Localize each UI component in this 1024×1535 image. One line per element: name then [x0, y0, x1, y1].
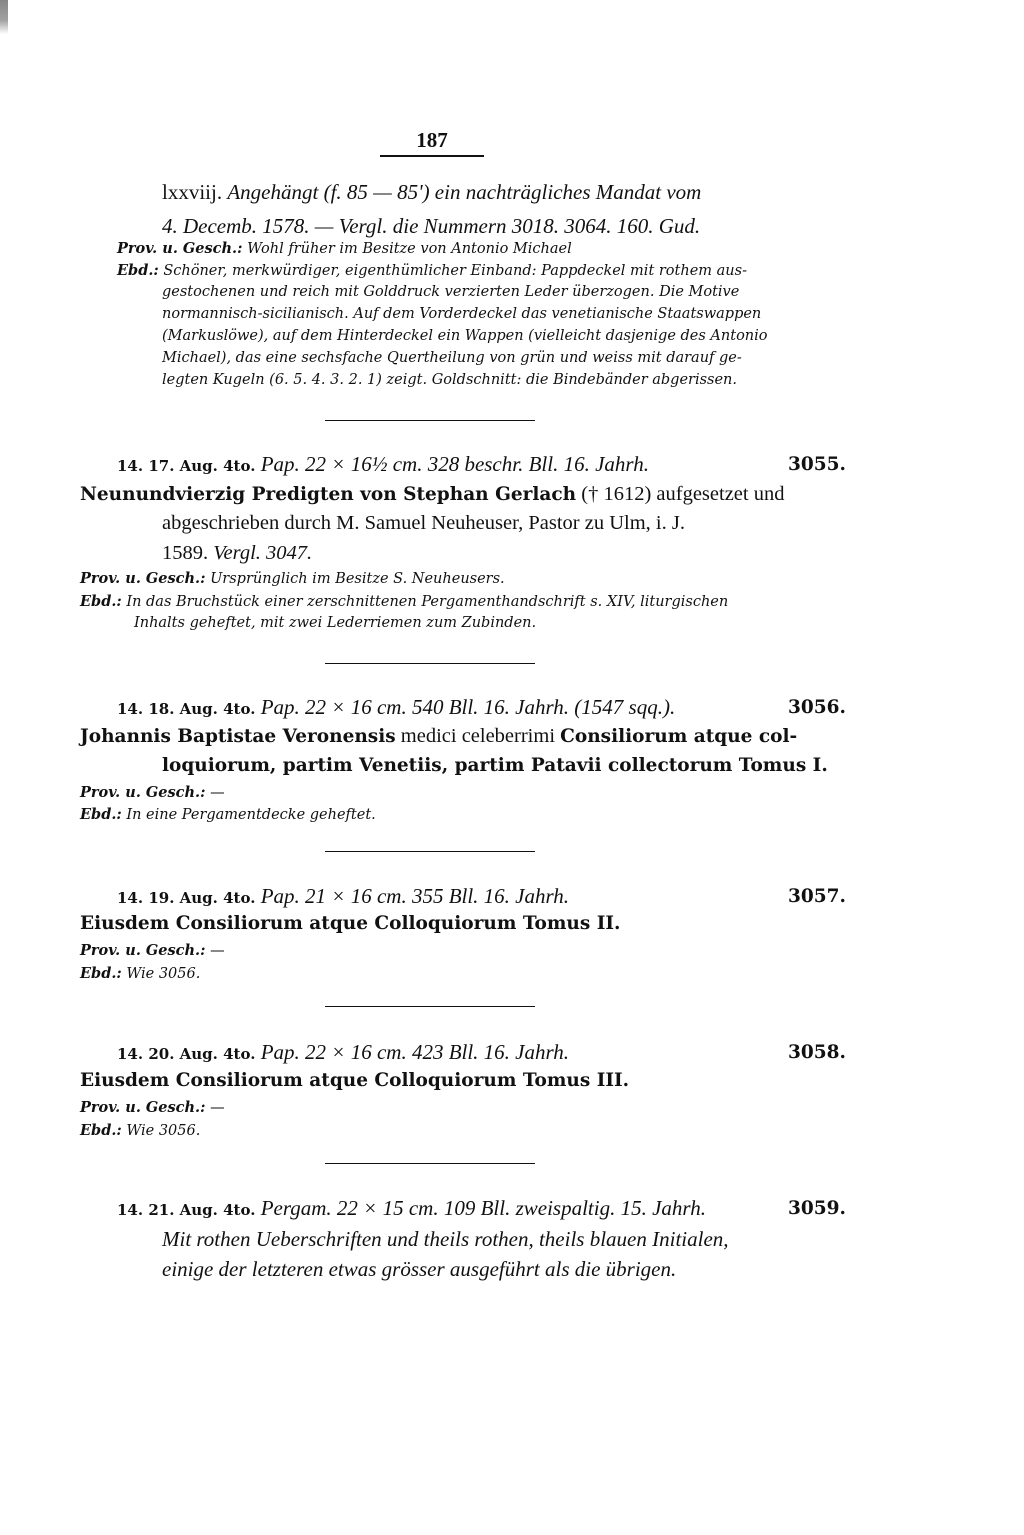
ebd-text: Schöner, merkwürdiger, eigenthümlicher Einband: Pappdeckel mit rothem aus- — [163, 263, 747, 279]
physical-description: Pap. 22 × 16½ cm. 328 beschr. Bll. 16. Jahrh. — [260, 452, 649, 476]
entry-number: 3055. — [788, 454, 846, 475]
entry-3058-provenance: Prov. u. Gesch.: — — [80, 1099, 225, 1116]
section-divider — [325, 1006, 535, 1007]
entry-number: 3057. — [788, 886, 846, 907]
entry-3058-header: 14. 20. Aug. 4to. Pap. 22 × 16 cm. 423 Bll. 16. Jahrh. — [117, 1040, 570, 1064]
entry-3056-header: 14. 18. Aug. 4to. Pap. 22 × 16 cm. 540 Bll. 16. Jahrh. (1547 sqq.). — [117, 695, 676, 719]
entry-3056-provenance: Prov. u. Gesch.: — — [80, 784, 225, 801]
fragment-line-2: 4. Decemb. 1578. — Vergl. die Nummern 3018. 3064. 160. Gud. — [162, 214, 701, 238]
entry-3055-title-line-1: Neunundvierzig Predigten von Stephan Gerlach († 1612) aufgesetzet und — [80, 483, 785, 505]
entry-3059-desc-line-1: Mit rothen Ueberschriften und theils rothen, theils blauen Initialen, — [162, 1227, 729, 1251]
scan-corner-mark — [0, 0, 8, 34]
entry-3058-title: Eiusdem Consiliorum atque Colloquiorum Tomus III. — [80, 1070, 630, 1091]
entry-number: 3058. — [788, 1042, 846, 1063]
fragment-binding-line-5: Michael), das eine sechsfache Quertheilung von grün und weiss mit darauf ge- — [162, 350, 742, 366]
entry-3056-title-line-1: Johannis Baptistae Veronensis medici celeberrimi Consiliorum atque col- — [80, 725, 798, 747]
fragment-binding-line-1 — [117, 262, 747, 279]
entry-3055-title-line-3: 1589. Vergl. 3047. — [162, 542, 313, 564]
ebd-label: Ebd.: — [117, 262, 159, 279]
fragment-folio: lxxviij. — [162, 180, 223, 204]
entry-3056-title-line-2: loquiorum, partim Venetiis, partim Patavii collectorum Tomus I. — [162, 755, 828, 776]
entry-number: 3059. — [788, 1198, 846, 1219]
entry-3057-binding: Ebd.: Wie 3056. — [80, 965, 201, 982]
fragment-provenance — [117, 240, 572, 257]
prov-label: Prov. u. Gesch.: — [117, 240, 243, 257]
shelfmark: 14. 17. Aug. 4to. — [117, 457, 256, 475]
entry-number: 3056. — [788, 697, 846, 718]
entry-3055-provenance: Prov. u. Gesch.: Ursprünglich im Besitze S. Neuheusers. — [80, 570, 505, 587]
fragment-binding-line-4: (Markuslöwe), auf dem Hinterdeckel ein Wappen (vielleicht dasjenige des Antonio — [162, 328, 768, 344]
fragment-binding-line-2: gestochenen und reich mit Golddruck verzierten Leder überzogen. Die Motive — [162, 284, 740, 300]
fragment-text: Angehängt (f. 85 — 85') ein nachträgliches Mandat vom — [227, 180, 702, 204]
entry-3058-binding: Ebd.: Wie 3056. — [80, 1122, 201, 1139]
entry-3055-header — [117, 452, 649, 477]
entry-3055-binding-line-2: Inhalts geheftet, mit zwei Lederriemen zum Zubinden. — [134, 615, 537, 631]
page-number: 187 — [380, 128, 484, 157]
entry-3055-title-line-2: abgeschrieben durch M. Samuel Neuheuser, Pastor zu Ulm, i. J. — [162, 512, 685, 534]
entry-3059-desc-line-2: einige der letzteren etwas grösser ausgeführt als die übrigen. — [162, 1257, 677, 1281]
entry-3057-header: 14. 19. Aug. 4to. Pap. 21 × 16 cm. 355 Bll. 16. Jahrh. — [117, 884, 570, 908]
section-divider — [325, 1163, 535, 1164]
section-divider — [325, 420, 535, 421]
entry-3055-binding-line-1: Ebd.: In das Bruchstück einer zerschnittenen Pergamenthandschrift s. XIV, liturgischen — [80, 593, 729, 610]
section-divider — [325, 851, 535, 852]
entry-3056-binding: Ebd.: In eine Pergamentdecke geheftet. — [80, 806, 376, 823]
entry-3059-header: 14. 21. Aug. 4to. Pergam. 22 × 15 cm. 109 Bll. zweispaltig. 15. Jahrh. — [117, 1196, 706, 1220]
fragment-line-1 — [162, 180, 701, 205]
prov-text: Wohl früher im Besitze von Antonio Michael — [247, 241, 572, 257]
entry-3057-title: Eiusdem Consiliorum atque Colloquiorum Tomus II. — [80, 913, 621, 934]
fragment-binding-line-3: normannisch-sicilianisch. Auf dem Vorderdeckel das venetianische Staatswappen — [162, 306, 762, 322]
fragment-binding-line-6: legten Kugeln (6. 5. 4. 3. 2. 1) zeigt. Goldschnitt: die Bindebänder abgerissen. — [162, 372, 738, 388]
entry-3057-provenance: Prov. u. Gesch.: — — [80, 942, 225, 959]
section-divider — [325, 663, 535, 664]
